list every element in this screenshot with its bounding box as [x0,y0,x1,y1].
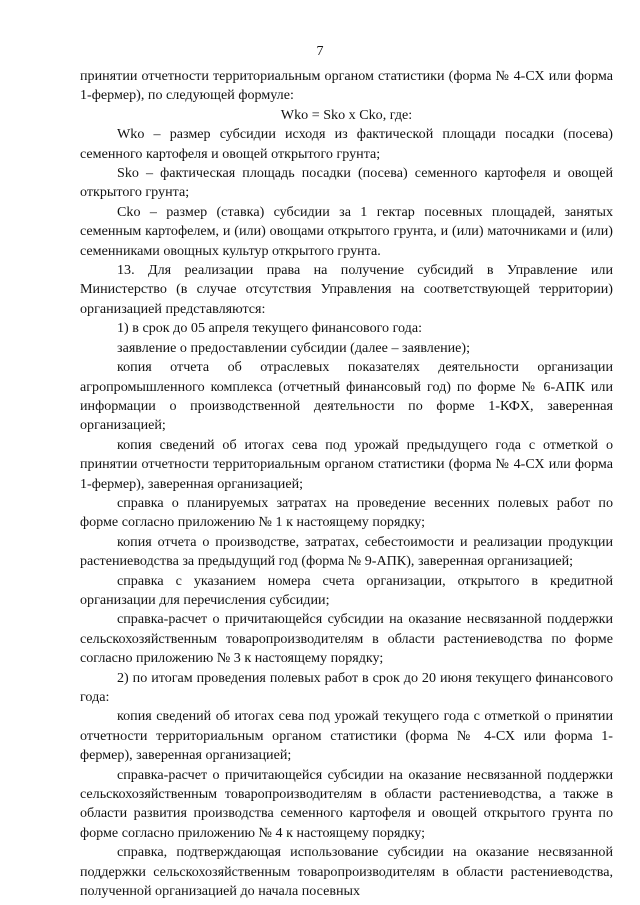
document-body [80,67,613,901]
page-number: 7 [316,44,324,59]
paragraph: Cko – размер (ставка) субсидии за 1 гектар посевных площадей, занятых семенным картофелем, и (или) овощами открытого грунта, и (или) маточниками и (или) семенниками овощных культур открытого грунта. [80,203,613,259]
paragraph: 13. Для реализации права на получение субсидий в Управление или Министерство (в случае отсутствия Управления на соответствующей территории) организацией представляются: [80,262,613,317]
paragraph: принятии отчетности территориальным органом статистики (форма № 4-СХ или форма 1-фермер), по следующей формуле: [80,68,613,104]
paragraph: справка с указанием номера счета организации, открытого в кредитной организации для перечисления субсидии; [80,572,613,608]
paragraph: заявление о предоставлении субсидии (далее – заявление); [117,339,471,356]
paragraph: Wko = Sko x Cko, где: [280,106,413,123]
paragraph: справка, подтверждающая использование субсидии на оказание несвязанной поддержки сельскохозяйственным товаропроизводителям в области растениеводства, полученной организацией до начала посевных [80,844,613,900]
paragraph: копия сведений об итогах сева под урожай текущего года с отметкой о принятии отчетности территориальным органом статистики (форма № 4-СХ или форма 1-фермер), заверенная организацией; [80,708,613,764]
paragraph: копия отчета о производстве, затратах, себестоимости и реализации продукции растениеводства за предыдущий год (форма № 9-АПК), заверенная организацией; [80,533,613,570]
paragraph: справка-расчет о причитающейся субсидии на оказание несвязанной поддержки сельскохозяйственным товаропроизводителям в области растениеводства, а также в области развития производства семенного картофеля и овощей открытого грунта по форме согласно приложению № 4 к настоящему порядку; [80,766,613,841]
paragraph: 1) в срок до 05 апреля текущего финансового года: [117,320,423,337]
paragraph: копия отчета об отраслевых показателях деятельности организации агропромышленного комплекса (отчетный финансовый год) по форме № 6-АПК или информации о производственной деятельности по форме 1-КФХ, заверенная организацией; [80,359,613,434]
paragraph: справка о планируемых затратах на проведение весенних полевых работ по форме согласно приложению № 1 к настоящему порядку; [80,494,613,531]
paragraph: Sko – фактическая площадь посадки (посева) семенного картофеля и овощей открытого грунта; [80,165,613,201]
paragraph: копия сведений об итогах сева под урожай предыдущего года с отметкой о принятии отчетности территориальным органом статистики (форма № 4-СХ или форма 1-фермер), заверенная организацией; [80,436,613,492]
paragraph: Wko – размер субсидии исходя из фактической площади посадки (посева) семенного картофеля и овощей открытого грунта; [80,126,613,162]
paragraph: 2) по итогам проведения полевых работ в срок до 20 июня текущего финансового года: [80,669,613,705]
paragraph: справка-расчет о причитающейся субсидии на оказание несвязанной поддержки сельскохозяйственным товаропроизводителям в области растениеводства по форме согласно приложению № 3 к настоящему порядку; [80,611,613,667]
